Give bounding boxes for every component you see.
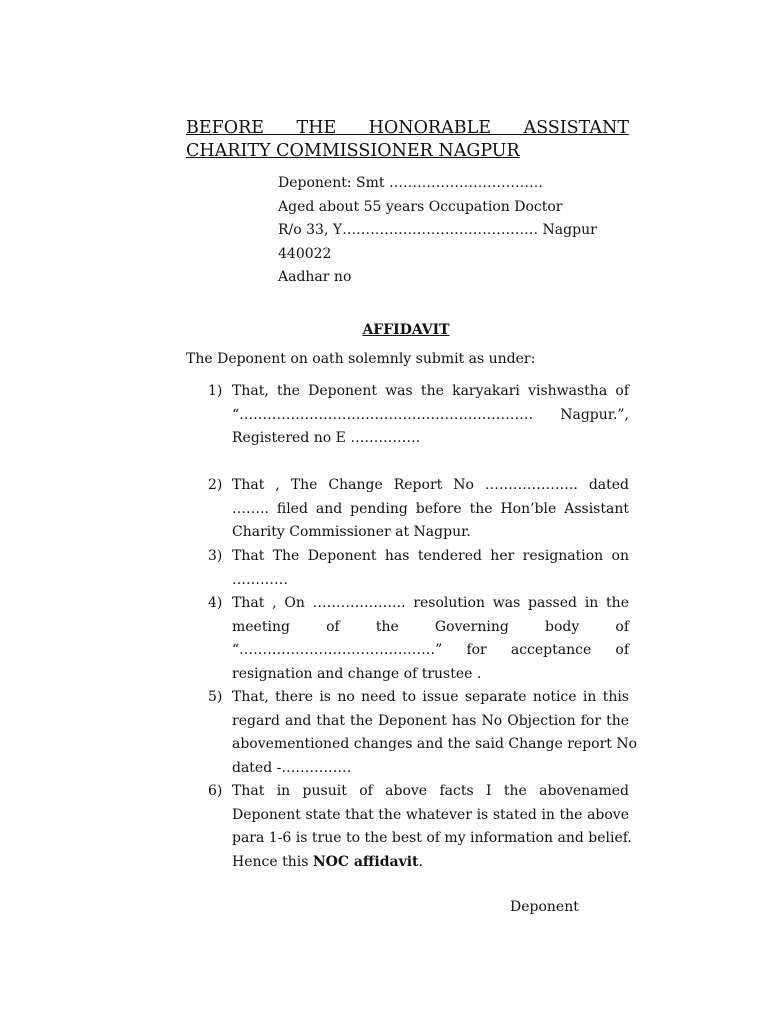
item-line: That , The Change Report No ……………….. dated (232, 477, 629, 493)
item-line: dated -…………… (232, 759, 352, 776)
heading-line-1: BEFORE THE HONORABLE ASSISTANT (186, 118, 629, 138)
item-number: 5) (208, 689, 223, 705)
deponent-address: R/o 33, Y…………………………………… Nagpur (278, 222, 597, 238)
closing-suffix: . (418, 853, 423, 870)
item-number: 6) (208, 783, 223, 799)
item-line: That, there is no need to issue separate notice in this (232, 689, 629, 705)
item-line: para 1-6 is true to the best of my information and belief. (232, 830, 632, 846)
closing-prefix: Hence this (232, 853, 313, 870)
list-item (208, 380, 629, 451)
item-line: That in pusuit of above facts I the abovenamed (232, 783, 629, 799)
item-line: meeting of the Governing body of (232, 618, 629, 635)
item-line: That The Deponent has tendered her resignation on (232, 548, 629, 564)
deponent-signature-label: Deponent (510, 899, 579, 915)
deponent-aadhar: Aadhar no (278, 269, 352, 285)
item-number: 2) (208, 477, 223, 493)
item-line: Registered no E …………… (232, 430, 421, 446)
heading-line-2: CHARITY COMMISSIONER NAGPUR (186, 141, 520, 161)
item-line: abovementioned changes and the said Change report No (232, 736, 638, 752)
list-item (208, 592, 629, 686)
item-line: ………… (232, 571, 288, 588)
deponent-pincode: 440022 (278, 245, 332, 262)
item-number: 4) (208, 595, 223, 611)
intro-text: The Deponent on oath solemnly submit as under: (186, 351, 536, 367)
deponent-name: Deponent: Smt …………………………… (278, 175, 543, 191)
deponent-age-occupation: Aged about 55 years Occupation Doctor (278, 198, 563, 215)
item-line: “……………………………………” for acceptance of (232, 642, 629, 658)
document-title: AFFIDAVIT (362, 322, 450, 338)
item-line: regard and that the Deponent has No Objection for the (232, 712, 629, 729)
list-item (208, 686, 638, 780)
list-item (208, 474, 629, 545)
list-item (208, 545, 629, 592)
item-line: That, the Deponent was the karyakari vishwastha of (232, 383, 629, 399)
item-line: That , On ……………….. resolution was passed in the (232, 595, 629, 611)
noc-affidavit-label: NOC affidavit (312, 853, 419, 870)
item-number: 3) (208, 548, 223, 564)
item-number: 1) (208, 383, 223, 399)
item-line: Deponent state that the whatever is stated in the above (232, 806, 629, 823)
deponent-details (278, 172, 629, 290)
item-line: “……………………………………………………… Nagpur.”, (232, 406, 629, 423)
item-line: …….. filed and pending before the Hon’ble Assistant (232, 500, 629, 517)
list-item (208, 780, 632, 874)
item-line: resignation and change of trustee . (232, 665, 482, 682)
item-closing-line (232, 851, 629, 875)
item-line: Charity Commissioner at Nagpur. (232, 524, 471, 540)
